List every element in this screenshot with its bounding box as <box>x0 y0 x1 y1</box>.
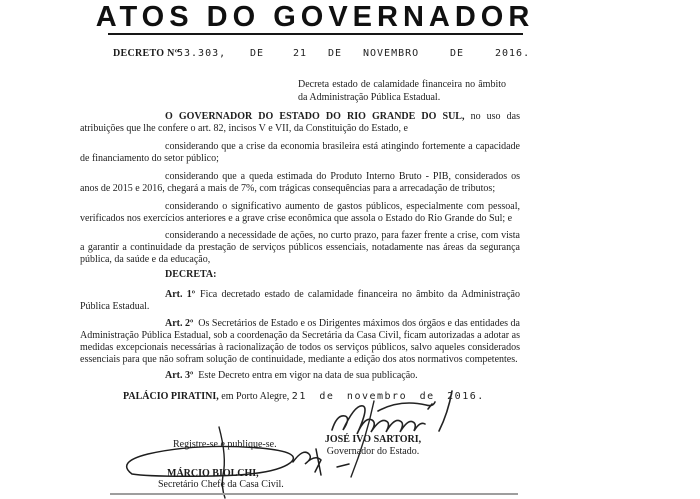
ementa-summary: Decreta estado de calamidade financeira no âmbito da Administração Pública Estadual. <box>298 79 506 103</box>
consideration-paragraph: considerando que a crise da economia brasileira está atingindo fortemente a capacidade de financiamento do setor público; <box>80 141 520 164</box>
decreta-heading: DECRETA: <box>165 269 217 280</box>
article-3-text: Este Decreto entra em vigor na data de sua publicação. <box>198 370 418 381</box>
decree-date-token: 21 <box>293 48 308 59</box>
decree-date-token: DE <box>328 48 343 59</box>
dateline-typed-date: 21 de novembro de 2016. <box>291 391 485 402</box>
governor-signature-block <box>300 434 446 457</box>
preamble-paragraph <box>80 111 520 135</box>
consideration-paragraph: considerando o significativo aumento de gastos públicos, especialmente com pessoal, verificados nos exercícios anteriores e a grave crise econômica que assola o Estado do Rio Grande do Sul; e <box>80 201 520 224</box>
article-2-label: Art. 2º <box>165 318 194 329</box>
secretary-name: MÁRCIO BIOLCHI, <box>167 468 259 479</box>
preamble-rest: no uso das atribuições que lhe confere o art. 82, incisos V e VII, da Constituição do Estado, e <box>80 111 520 134</box>
preamble-bold: O GOVERNADOR DO ESTADO DO RIO GRANDE DO SUL, <box>165 111 465 122</box>
bottom-divider-rule <box>110 493 518 495</box>
article-2-text: Os Secretários de Estado e os Dirigentes máximos dos órgãos e das entidades da Administração Pública Estadual, sob a coordenação da Secretária da Casa Civil, ficam autorizadas a adotar as medidas excepcionais necessárias à racionalização de todos os serviços públicos, salvo aqueles considerados essenciais para que não sofram solução de continuidade, mediante a edição dos atos normativos competentes. <box>80 318 520 365</box>
decree-date-token: DE <box>450 48 465 59</box>
article-1-label: Art. 1º <box>165 289 196 300</box>
dateline-place: PALÁCIO PIRATINI, <box>123 391 219 402</box>
article-1-text: Fica decretado estado de calamidade financeira no âmbito da Administração Pública Estadual. <box>80 289 520 312</box>
governor-name: JOSÉ IVO SARTORI, <box>324 434 422 445</box>
decree-date-token: 2016. <box>495 48 531 59</box>
decree-heading <box>0 48 700 62</box>
secretary-title: Secretário Chefe da Casa Civil. <box>158 479 284 490</box>
article-3-label: Art. 3º <box>165 370 194 381</box>
governor-title: Governador do Estado. <box>326 445 420 457</box>
decree-number: 53.303, <box>177 48 227 59</box>
page-title: ATOS DO GOVERNADOR <box>95 1 535 33</box>
article-2 <box>80 318 520 366</box>
consideration-paragraph: considerando a necessidade de ações, no curto prazo, para fazer frente a crise, com vista a garantir a continuidade da prestação de serviços públicos essenciais, notadamente nas áreas da segurança pública, da saúde e da educação, <box>80 230 520 265</box>
article-3 <box>80 370 520 382</box>
title-underline <box>108 33 523 35</box>
decree-label: DECRETO Nº <box>113 48 179 59</box>
dateline <box>80 391 560 402</box>
article-1 <box>80 289 520 313</box>
register-publish-order: Registre-se e publique-se. <box>173 439 277 450</box>
dateline-city: em Porto Alegre, <box>218 391 292 402</box>
decree-date-token: NOVEMBRO <box>363 48 420 59</box>
decree-date-token: DE <box>250 48 265 59</box>
consideration-paragraph: considerando que a queda estimada do Produto Interno Bruto - PIB, considerados os anos de 2015 e 2016, chegará a mais de 7%, com trágicas consequências para a arrecadação de tributos; <box>80 171 520 194</box>
